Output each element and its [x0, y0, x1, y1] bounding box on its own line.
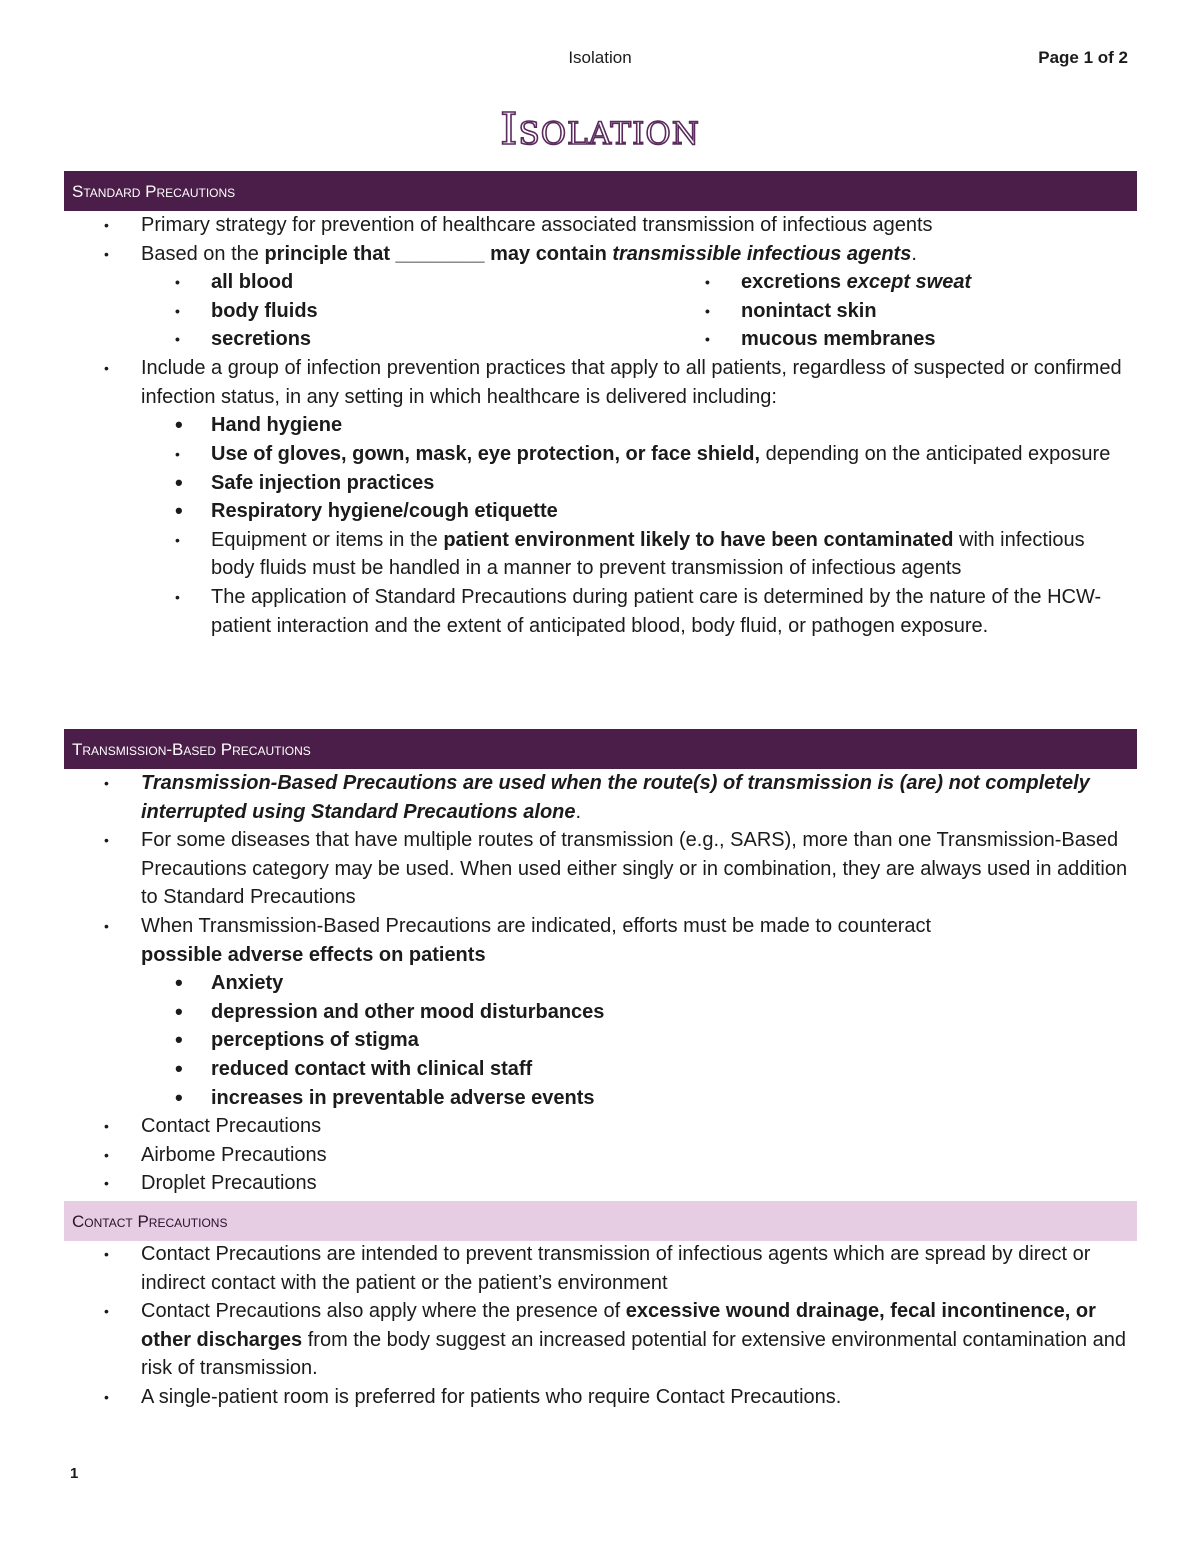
- text-run: from the body suggest an increased potential for extensive environmental contamination and risk of transmission.: [141, 1328, 1126, 1380]
- list-item: • A single-patient room is preferred for patients who require Contact Precautions.: [0, 1383, 1200, 1412]
- footer-page-number: 1: [70, 1465, 79, 1482]
- text-run: excessive wound drainage, fecal incontinence, or other discharges: [141, 1300, 1096, 1351]
- text-run: principle that ________ may contain: [264, 242, 613, 265]
- list-item: • Anxiety: [0, 969, 1200, 998]
- list-item: • The application of Standard Precautions during patient care is determined by the nature of the HCW-patient interaction and the extent of anticipated blood, body fluid, or pathogen exposure.: [0, 583, 1200, 640]
- right-column: [705, 268, 971, 354]
- text-run: except sweat: [846, 271, 972, 294]
- list-item: • Include a group of infection prevention practices that apply to all patients, regardless of suspected or confirmed infection status, in any setting in which healthcare is delivered including:: [0, 354, 1200, 411]
- list-item: • Respiratory hygiene/cough etiquette: [0, 497, 1200, 526]
- section-heading-contact: Contact Precautions: [64, 1201, 1137, 1241]
- list-item: • secretions: [175, 325, 318, 354]
- contact-section-body: [0, 1240, 1200, 1412]
- text-run: excretions: [741, 271, 847, 294]
- list-item: • reduced contact with clinical staff: [0, 1055, 1200, 1084]
- list-item: [0, 526, 1200, 583]
- list-item: • Airbome Precautions: [0, 1141, 1200, 1170]
- text-run: .: [911, 242, 917, 265]
- list-item: • Primary strategy for prevention of healthcare associated transmission of infectious agents: [0, 211, 1200, 240]
- list-item: • all blood: [175, 268, 318, 297]
- list-item: [0, 440, 1200, 469]
- list-item: • perceptions of stigma: [0, 1026, 1200, 1055]
- text-run: depending on the anticipated exposure: [760, 442, 1111, 465]
- left-column: [175, 268, 318, 354]
- list-item: • Contact Precautions are intended to prevent transmission of infectious agents which are spread by direct or indirect contact with the patient or the patient’s environment: [0, 1240, 1200, 1297]
- list-item: • Safe injection practices: [0, 469, 1200, 498]
- list-item: • For some diseases that have multiple routes of transmission (e.g., SARS), more than one Transmission-Based Precautions category may be used. When used either singly or in combination, they are always used in addition to Standard Precautions: [0, 826, 1200, 912]
- text-run: Contact Precautions also apply where the presence of: [141, 1300, 626, 1323]
- list-item: [705, 268, 971, 297]
- transmission-section-body: [0, 769, 1200, 1198]
- list-item: • Droplet Precautions: [0, 1169, 1200, 1198]
- standard-section-body: [0, 211, 1200, 640]
- header-page-label: Page 1 of 2: [1038, 48, 1128, 67]
- list-item: • Hand hygiene: [0, 411, 1200, 440]
- document-title: Isolation: [500, 104, 700, 155]
- text-run: transmissible infectious agents: [612, 242, 912, 265]
- list-item: [0, 769, 1200, 826]
- header-title: Isolation: [568, 48, 632, 67]
- list-item: [0, 1297, 1200, 1383]
- list-item: [0, 912, 1200, 969]
- text-run: patient environment likely to have been contaminated: [443, 528, 954, 551]
- list-item: [0, 240, 1200, 269]
- text-run: .: [575, 800, 582, 823]
- list-item: • Contact Precautions: [0, 1112, 1200, 1141]
- list-item: • increases in preventable adverse events: [0, 1084, 1200, 1113]
- list-item: • mucous membranes: [705, 325, 971, 354]
- section-heading-standard: Standard Precautions: [64, 171, 1137, 211]
- text-run: possible adverse effects on patients: [141, 943, 486, 966]
- text-run: Transmission-Based Precautions are used when the route(s) of transmission is (are) not completely interrupted using Standard Precautions alone: [141, 772, 1090, 823]
- list-item: • nonintact skin: [705, 297, 971, 326]
- list-item: • depression and other mood disturbances: [0, 998, 1200, 1027]
- text-run: Based on the: [141, 242, 265, 265]
- text-run: Equipment or items in the: [211, 528, 444, 551]
- body-substance-columns: [0, 268, 1200, 354]
- text-run: Use of gloves, gown, mask, eye protection, or face shield,: [211, 442, 761, 465]
- text-run: When Transmission-Based Precautions are indicated, efforts must be made to counteract: [141, 914, 932, 937]
- list-item: • body fluids: [175, 297, 318, 326]
- text-run: with infectious body fluids must be handled in a manner to prevent transmission of infectious agents: [211, 528, 1085, 580]
- section-heading-transmission: Transmission-Based Precautions: [64, 729, 1137, 769]
